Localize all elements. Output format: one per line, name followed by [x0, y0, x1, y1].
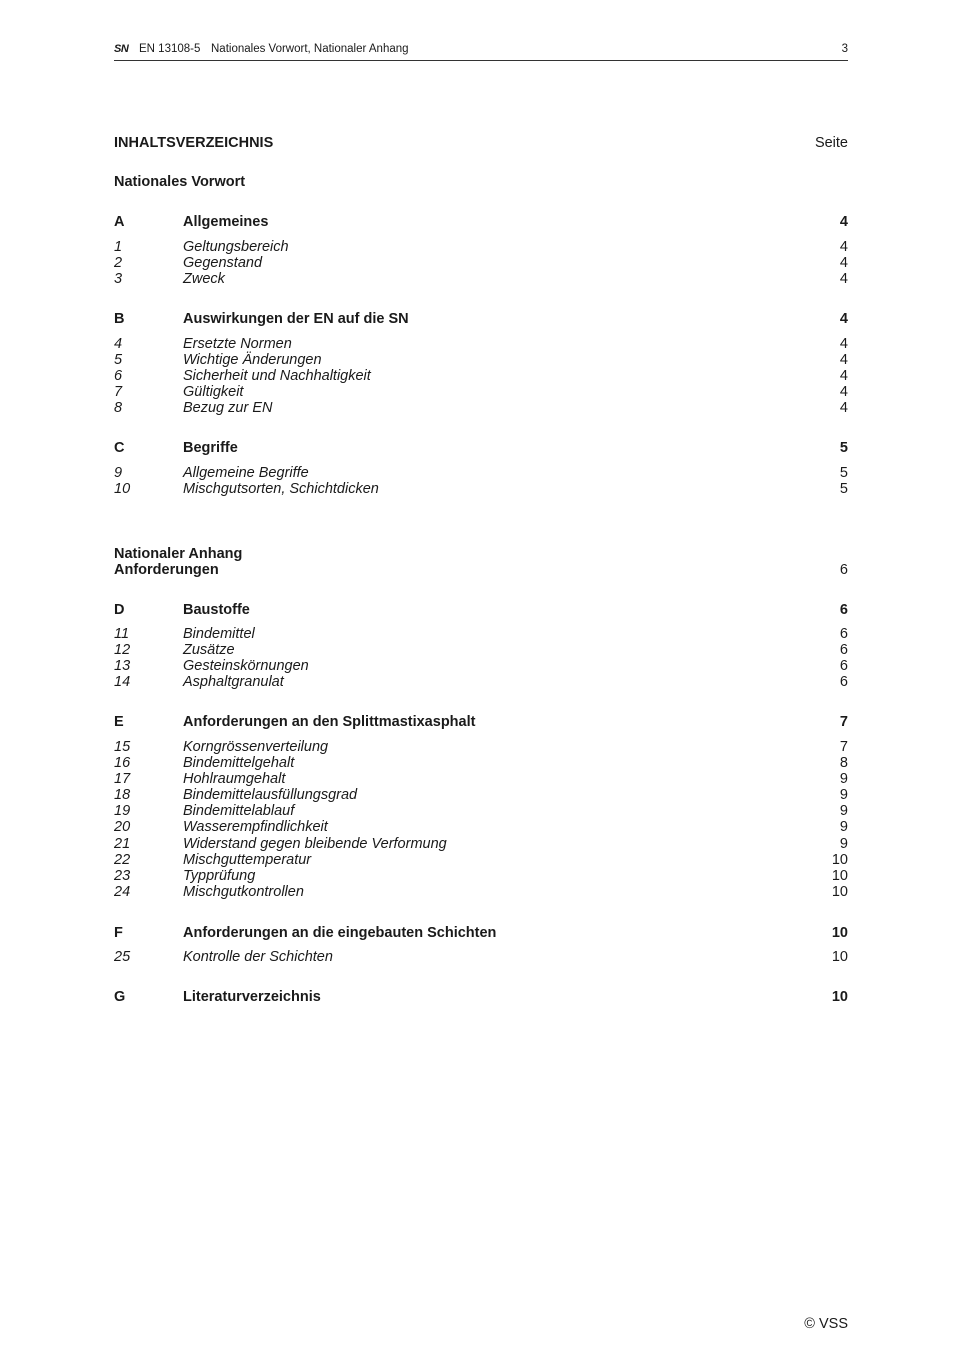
part2-subtitle-page: 6 — [839, 562, 848, 578]
toc-page: 4 — [839, 239, 848, 255]
toc-label: Zweck — [183, 271, 225, 287]
toc-label: Korngrössenverteilung — [183, 739, 329, 755]
toc-page: 7 — [839, 714, 848, 730]
toc-item-row[interactable] — [114, 400, 848, 417]
part2-title: Nationaler Anhang — [114, 546, 243, 562]
toc-item-row[interactable] — [114, 819, 848, 836]
toc-number: 6 — [114, 368, 123, 384]
toc-number: 8 — [114, 400, 123, 416]
toc-page: 9 — [839, 819, 848, 835]
toc-item-row[interactable] — [114, 868, 848, 885]
toc-label: Sicherheit und Nachhaltigkeit — [183, 368, 371, 384]
toc-item-row[interactable] — [114, 626, 848, 643]
toc-item-row[interactable] — [114, 771, 848, 788]
toc-section-row[interactable] — [114, 311, 848, 328]
toc-number: 11 — [114, 626, 130, 642]
toc-label: Kontrolle der Schichten — [183, 949, 333, 965]
toc-item-row[interactable] — [114, 239, 848, 256]
toc-page: 4 — [839, 214, 848, 230]
toc-label: Bindemittel — [183, 626, 255, 642]
toc-number: 25 — [114, 949, 131, 965]
toc-item-row[interactable] — [114, 658, 848, 675]
toc-section-row[interactable] — [114, 989, 848, 1006]
toc-number: F — [114, 925, 123, 941]
toc-label: Wichtige Änderungen — [183, 352, 322, 368]
toc-label: Geltungsbereich — [183, 239, 289, 255]
toc-label: Begriffe — [183, 440, 238, 456]
part1-title: Nationales Vorwort — [114, 174, 246, 190]
toc-item-row[interactable] — [114, 803, 848, 820]
toc-page: 9 — [839, 803, 848, 819]
copyright-footer: © VSS — [804, 1316, 848, 1332]
page-header — [114, 42, 848, 61]
toc-label: Ersetzte Normen — [183, 336, 292, 352]
toc-page: 8 — [839, 755, 848, 771]
toc-item-row[interactable] — [114, 949, 848, 966]
toc-label: Wasserempfindlichkeit — [183, 819, 328, 835]
toc-number: 21 — [114, 836, 131, 852]
toc-number: C — [114, 440, 125, 456]
toc-page: 10 — [831, 925, 848, 941]
toc-section-row[interactable] — [114, 925, 848, 942]
toc-page: 6 — [839, 626, 848, 642]
toc-number: 23 — [114, 868, 131, 884]
header-page-number: 3 — [841, 43, 848, 55]
toc-section-row[interactable] — [114, 714, 848, 731]
toc-number: 19 — [114, 803, 131, 819]
toc-number: 22 — [114, 852, 131, 868]
toc-label: Hohlraumgehalt — [183, 771, 286, 787]
toc-item-row[interactable] — [114, 852, 848, 869]
toc-label: Auswirkungen der EN auf die SN — [183, 311, 409, 327]
toc-page-label: Seite — [814, 135, 848, 151]
toc-page: 5 — [839, 481, 848, 497]
toc-item-row[interactable] — [114, 642, 848, 659]
sn-logo: SN — [114, 43, 129, 55]
toc-item-row[interactable] — [114, 368, 848, 385]
toc-section-row[interactable] — [114, 602, 848, 619]
toc-label: Literaturverzeichnis — [183, 989, 321, 1005]
toc-label: Mischgutkontrollen — [183, 884, 304, 900]
toc-page: 4 — [839, 368, 848, 384]
toc-label: Bindemittelablauf — [183, 803, 295, 819]
toc-page: 6 — [839, 674, 848, 690]
toc-number: 17 — [114, 771, 131, 787]
toc-page: 4 — [839, 352, 848, 368]
toc-number: G — [114, 989, 126, 1005]
toc-item-row[interactable] — [114, 739, 848, 756]
toc-number: 24 — [114, 884, 131, 900]
toc-page: 4 — [839, 384, 848, 400]
toc-item-row[interactable] — [114, 384, 848, 401]
toc-label: Asphaltgranulat — [183, 674, 284, 690]
toc-page: 7 — [839, 739, 848, 755]
toc-label: Typprüfung — [183, 868, 256, 884]
toc-label: Allgemeine Begriffe — [183, 465, 309, 481]
toc-item-row[interactable] — [114, 352, 848, 369]
toc-section-row[interactable] — [114, 214, 848, 231]
toc-label: Mischguttemperatur — [183, 852, 312, 868]
toc-page: 10 — [831, 989, 848, 1005]
toc-item-row[interactable] — [114, 674, 848, 691]
toc-item-row[interactable] — [114, 465, 848, 482]
toc-page: 4 — [839, 255, 848, 271]
toc-number: 14 — [114, 674, 131, 690]
toc-label: Baustoffe — [183, 602, 250, 618]
toc-section-row[interactable] — [114, 440, 848, 457]
toc-label: Gültigkeit — [183, 384, 244, 400]
toc-number: E — [114, 714, 124, 730]
toc-page: 4 — [839, 336, 848, 352]
toc-number: 16 — [114, 755, 131, 771]
toc-page: 6 — [839, 642, 848, 658]
toc-label: Bezug zur EN — [183, 400, 273, 416]
toc-number: 12 — [114, 642, 131, 658]
toc-page: 9 — [839, 787, 848, 803]
toc-label: Zusätze — [183, 642, 235, 658]
toc-page: 5 — [839, 465, 848, 481]
toc-page: 4 — [839, 271, 848, 287]
toc-number: 15 — [114, 739, 131, 755]
toc-label: Bindemittelgehalt — [183, 755, 295, 771]
toc-page: 9 — [839, 771, 848, 787]
toc-page: 4 — [839, 400, 848, 416]
toc-title: INHALTSVERZEICHNIS — [114, 135, 274, 151]
toc-number: D — [114, 602, 125, 618]
toc-page: 5 — [839, 440, 848, 456]
toc-label: Gesteinskörnungen — [183, 658, 309, 674]
toc-number: 9 — [114, 465, 123, 481]
toc-page: 6 — [839, 602, 848, 618]
toc-label: Gegenstand — [183, 255, 263, 271]
toc-item-row[interactable] — [114, 755, 848, 772]
toc-item-row[interactable] — [114, 271, 848, 288]
toc-page: 10 — [831, 884, 848, 900]
toc-label: Widerstand gegen bleibende Verformung — [183, 836, 447, 852]
toc-item-row[interactable] — [114, 481, 848, 498]
part2-subtitle: Anforderungen — [114, 562, 219, 578]
toc-number: 3 — [114, 271, 123, 287]
toc-number: 18 — [114, 787, 131, 803]
toc-number: 4 — [114, 336, 123, 352]
toc-number: A — [114, 214, 125, 230]
toc-label: Mischgutsorten, Schichtdicken — [183, 481, 379, 497]
toc-page: 10 — [831, 852, 848, 868]
toc-page: 10 — [831, 868, 848, 884]
toc-number: B — [114, 311, 125, 327]
toc-label: Anforderungen an die eingebauten Schichten — [183, 925, 497, 941]
toc-label: Anforderungen an den Splittmastixasphalt — [183, 714, 476, 730]
toc-page: 6 — [839, 658, 848, 674]
toc-number: 20 — [114, 819, 131, 835]
toc-number: 2 — [114, 255, 123, 271]
toc-number: 7 — [114, 384, 123, 400]
toc-item-row[interactable] — [114, 787, 848, 804]
toc-page: 10 — [831, 949, 848, 965]
toc-label: Bindemittelausfüllungsgrad — [183, 787, 358, 803]
toc-page: 9 — [839, 836, 848, 852]
toc-page: 4 — [839, 311, 848, 327]
toc-number: 13 — [114, 658, 131, 674]
toc-item-row[interactable] — [114, 255, 848, 272]
toc-number: 1 — [114, 239, 123, 255]
toc-item-row[interactable] — [114, 336, 848, 353]
toc-item-row[interactable] — [114, 884, 848, 901]
toc-label: Allgemeines — [183, 214, 269, 230]
toc-number: 5 — [114, 352, 123, 368]
header-doc-title: Nationales Vorwort, Nationaler Anhang — [211, 43, 409, 55]
toc-number: 10 — [114, 481, 131, 497]
toc-item-row[interactable] — [114, 836, 848, 853]
header-doc-number: EN 13108-5 — [139, 43, 201, 55]
